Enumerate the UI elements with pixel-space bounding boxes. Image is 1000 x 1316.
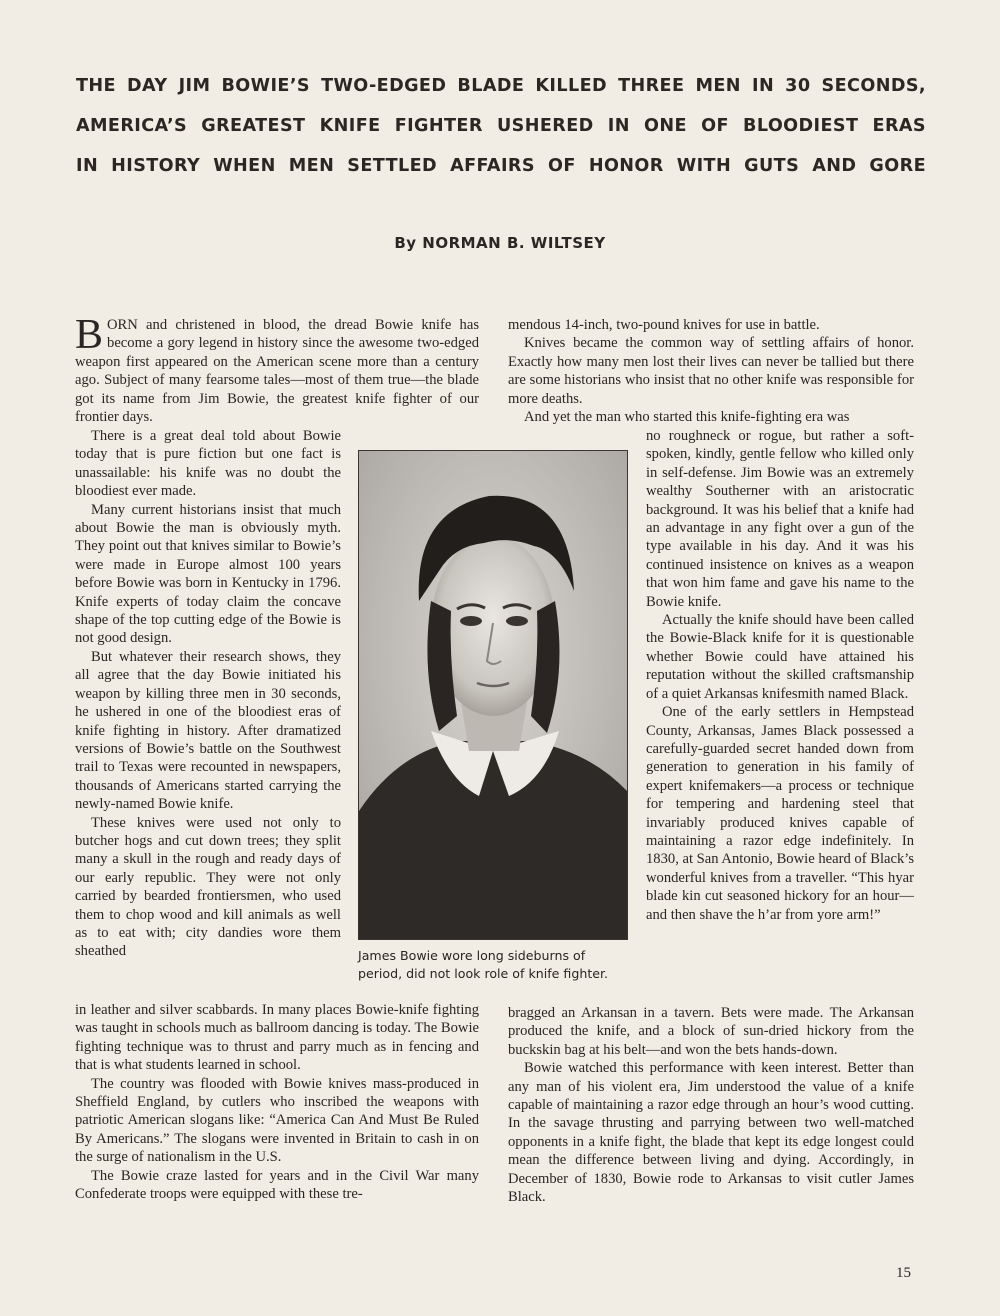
paragraph: in leather and silver scabbards. In many places Bowie-knife fighting was taught in schools much as ballroom dancing is today. The Bowie fighting technique was to thrust and parry much as in fencing and that is what students learned in school. (75, 1002, 479, 1074)
paragraph: Many current historians insist that much about Bowie the man is obviously myth. They point out that knives similar to Bowie’s were made in Europe almost 100 years before Bowie was born in Kentucky in 1796. Knife experts of today claim the concave shape of the top cutting edge of the Bowie is not good design. (75, 501, 341, 647)
paragraph: The Bowie craze lasted for years and in the Civil War many Confederate troops were equipped with these tre- (75, 1167, 479, 1203)
portrait-photo (358, 450, 628, 940)
byline: By NORMAN B. WILTSEY (394, 234, 606, 252)
eye-left (460, 616, 482, 626)
article-left-bottom (75, 1001, 479, 1203)
intro-text: ORN and christened in blood, the dread Bowie knife has become a gory legend in history since the awesome two-edged weapon first appeared on the American scene more than a century ago. Subject of many fearsome tales—most of them true—the blade got its name from Jim Bowie, the greatest knife fighter of our frontier days. (75, 317, 479, 426)
article-left-intro (75, 312, 479, 426)
paragraph: mendous 14-inch, two-pound knives for use in battle. (508, 317, 820, 333)
paragraph: One of the early settlers in Hempstead County, Arkansas, James Black possessed a carefully-guarded secret handed down from generation to generation in his family of expert knifemakers—a process or technique for tempering and hardening steel that invariably produced knives capable of maintaining a razor edge indefinitely. In 1830, at San Antonio, Bowie heard of Black’s wonderful knives from a traveller. “This hyar blade kin cut seasoned hickory for an hour—and then shave the h’ar from yore arm!” (646, 704, 914, 923)
article-right-narrow (646, 427, 914, 924)
headline-line-1: THE DAY JIM BOWIE’S TWO-EDGED BLADE KILLED THREE MEN IN 30 SECONDS, (76, 76, 926, 96)
caption-line-1: James Bowie wore long sideburns of (358, 948, 586, 963)
paragraph: no roughneck or rogue, but rather a soft-spoken, kindly, gentle fellow who killed only in self-defense. Jim Bowie was an extremely wealthy Southerner with an aristocratic background. It was his belief that a knife had an advantage in any fight over a gun of the type available in his day. And it was his continued insistence on knives as a weapon that won him fame and gave his name to the Bowie knife. (646, 428, 914, 610)
headline-line-3: IN HISTORY WHEN MEN SETTLED AFFAIRS OF HONOR WITH GUTS AND GORE (76, 156, 926, 176)
paragraph: Knives became the common way of settling affairs of honor. Exactly how many men lost their lives can never be tallied but there are some historians who insist that no other knife was responsible for more deaths. (508, 335, 914, 407)
article-right-bottom (508, 1004, 914, 1206)
paragraph: The country was flooded with Bowie knives mass-produced in Sheffield England, by cutlers who inscribed the weapons with patriotic American slogans like: “America Can And Must Be Ruled By Americans.” The slogans were invented in Britain to cash in on the surge of nationalism in the U.S. (75, 1075, 479, 1166)
headline-line-2: AMERICA’S GREATEST KNIFE FIGHTER USHERED IN ONE OF BLOODIEST ERAS (76, 116, 926, 136)
article-right-top (508, 316, 914, 426)
paragraph: Actually the knife should have been called the Bowie-Black knife for it is questionable whether Bowie could have attained his reputation without the skilled craftsmanship of a quiet Arkansas knifesmith named Black. (646, 612, 914, 702)
photo-caption (358, 947, 630, 983)
eye-right (506, 616, 528, 626)
intro-paragraph (75, 312, 479, 426)
paragraph: There is a great deal told about Bowie today that is pure fiction but one fact is unassailable: his knife was no doubt the bloodiest ever made. (75, 428, 341, 500)
article-left-narrow (75, 427, 341, 961)
paragraph: But whatever their research shows, they all agree that the day Bowie initiated his weapon by killing three men in 30 seconds, he ushered in one of the bloodiest eras of knife fighting in history. After dramatized versions of Bowie’s battle on the Southwest trail to Texas were recounted in newspapers, thousands of Americans started carrying the newly-named Bowie knife. (75, 648, 341, 813)
caption-line-2: period, did not look role of knife fighter. (358, 966, 609, 981)
paragraph: And yet the man who started this knife-fighting era was (524, 409, 850, 426)
paragraph: Bowie watched this performance with keen interest. Better than any man of his violent era, Jim understood the value of a knife capable of maintaining a razor edge through an hour’s wood cutting. In the savage thrusting and parrying between two well-matched opponents in a knife fight, the blade that kept its edge longest could mean the difference between living and dying. Accordingly, in December of 1830, Bowie rode to Arkansas to visit cutler James Black. (508, 1060, 914, 1206)
coat (359, 741, 627, 939)
portrait-illustration (359, 451, 627, 939)
drop-cap: B (75, 312, 104, 358)
paragraph: bragged an Arkansan in a tavern. Bets were made. The Arkansan produced the knife, and a block of sun-dried hickory from the buckskin bag at his belt—and won the bets hands-down. (508, 1005, 914, 1058)
page-number: 15 (896, 1265, 911, 1281)
headline (76, 66, 926, 186)
paragraph: These knives were used not only to butcher hogs and cut down trees; they split many a skull in the rough and ready days of our early republic. They were not only carried by bearded frontiersmen, who used them to chop wood and kill animals as well as to eat with; city dandies wore them sheathed (75, 814, 341, 960)
